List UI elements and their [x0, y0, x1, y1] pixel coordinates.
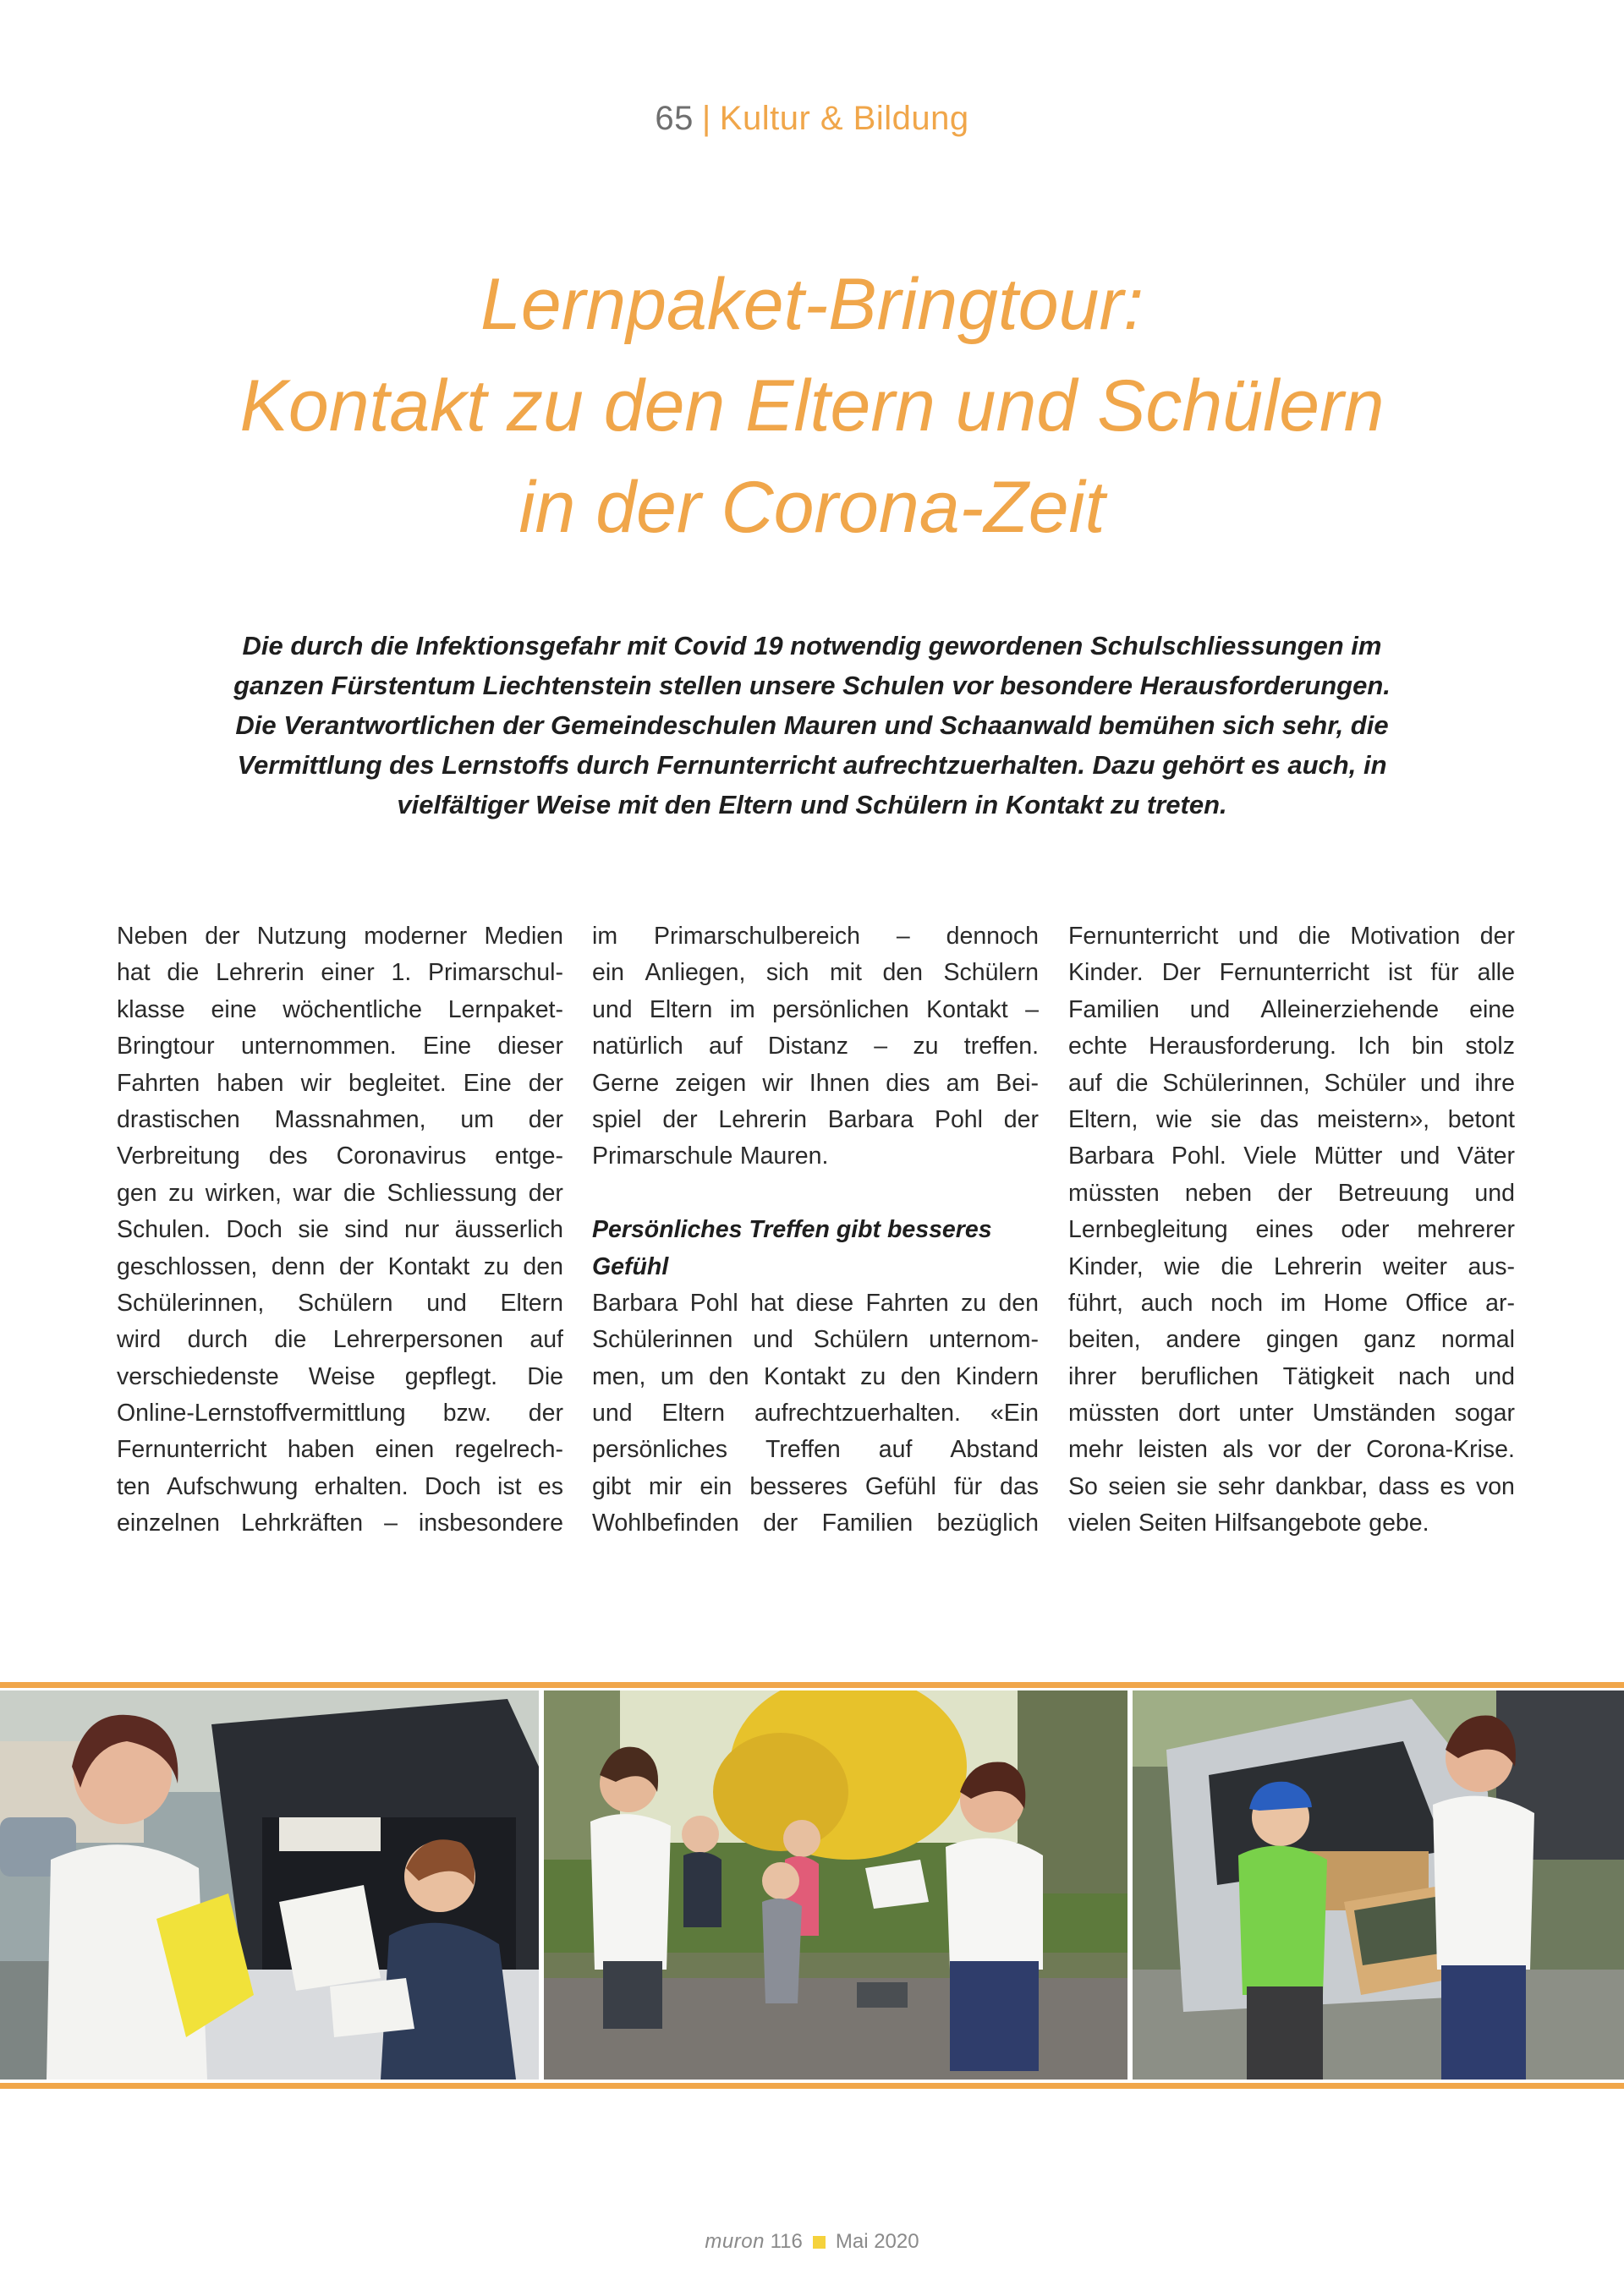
article-title	[0, 254, 1624, 558]
lead-line: vielfältiger Weise mit den Eltern und Schülern in Kontakt zu treten.	[397, 790, 1227, 819]
body-line: natürlich auf Distanz – zu treffen.	[592, 1033, 1039, 1060]
body-line: Lernbegleitung eines oder mehrerer	[1068, 1216, 1515, 1244]
body-line: ten Aufschwung erhalten. Doch ist es	[117, 1472, 563, 1500]
body-line: Fernunterricht haben einen regelrech-	[117, 1436, 563, 1464]
subheading-line: Persönliches Treffen gibt besseres	[592, 1216, 992, 1244]
title-line: Kontakt zu den Eltern und Schülern	[239, 365, 1385, 447]
body-line: Eltern, wie sie das meistern», betont	[1068, 1105, 1515, 1133]
footer-issue: 116	[770, 2230, 803, 2253]
footer-square-icon	[813, 2236, 826, 2249]
body-line: So seien sie sehr dankbar, dass es von	[1068, 1472, 1515, 1500]
body-line: geschlossen, denn der Kontakt zu den	[117, 1252, 563, 1280]
body-line: Neben der Nutzung moderner Medien	[117, 923, 563, 950]
body-column-2	[592, 918, 1039, 1543]
header-separator: |	[701, 100, 711, 137]
body-line: wird durch die Lehrerpersonen auf	[117, 1326, 563, 1354]
body-line: führt, auch noch im Home Office ar-	[1068, 1289, 1515, 1317]
title-line: in der Corona-Zeit	[518, 467, 1106, 548]
body-line: Primarschule Mauren.	[592, 1143, 829, 1170]
photo-strip-bottom-rule	[0, 2083, 1624, 2089]
body-line: klasse eine wöchentliche Lernpaket-	[117, 995, 563, 1023]
body-line: Verbreitung des Coronavirus entge-	[117, 1143, 563, 1170]
body-line: im Primarschulbereich – dennoch	[592, 923, 1039, 950]
body-line: Schülerinnen und Schülern unternom-	[592, 1326, 1039, 1354]
lead-line: ganzen Fürstentum Liechtenstein stellen unsere Schulen vor besondere Herausforderungen.	[233, 671, 1391, 700]
body-line: persönliches Treffen auf Abstand	[592, 1436, 1039, 1464]
body-line: spiel der Lehrerin Barbara Pohl der	[592, 1105, 1039, 1133]
section-label: Kultur & Bildung	[719, 100, 969, 137]
subheading-line: Gefühl	[592, 1252, 669, 1280]
lead-line: Vermittlung des Lernstoffs durch Fernunterricht aufrechtzuerhalten. Dazu gehört es auch, in	[237, 750, 1387, 780]
footer-brand: muron	[705, 2230, 765, 2253]
lead-line: Die durch die Infektionsgefahr mit Covid 19 notwendig gewordenen Schulschliessungen im	[242, 631, 1382, 660]
body-line: beiten, andere gingen ganz normal	[1068, 1326, 1515, 1354]
page-header	[0, 100, 1624, 138]
body-line: mehr leisten als vor der Corona-Krise.	[1068, 1436, 1515, 1464]
article-lead	[186, 626, 1438, 825]
body-column-3	[1068, 918, 1515, 1543]
body-line: Bringtour unternommen. Eine dieser	[117, 1033, 563, 1060]
body-line: und Eltern aufrechtzuerhalten. «Ein	[592, 1400, 1039, 1427]
body-line: Wohlbefinden der Familien bezüglich	[592, 1510, 1039, 1537]
page-footer	[0, 2230, 1624, 2254]
body-line: Kinder. Der Fernunterricht ist für alle	[1068, 959, 1515, 987]
lead-line: Die Verantwortlichen der Gemeindeschulen Mauren und Schaanwald bemühen sich sehr, die	[235, 710, 1389, 740]
body-line: auf die Schülerinnen, Schüler und ihre	[1068, 1069, 1515, 1097]
body-line: men, um den Kontakt zu den Kindern	[592, 1362, 1039, 1390]
body-line: Familien und Alleinerziehende eine	[1068, 995, 1515, 1023]
photo-teacher-with-children-garden	[544, 1690, 1127, 2080]
body-line: vielen Seiten Hilfsangebote gebe.	[1068, 1510, 1429, 1537]
body-line: hat die Lehrerin einer 1. Primarschul-	[117, 959, 563, 987]
body-line: ein Anliegen, sich mit den Schülern	[592, 959, 1039, 987]
body-line: Barbara Pohl hat diese Fahrten zu den	[592, 1289, 1039, 1317]
body-line: müssten neben der Betreuung und	[1068, 1179, 1515, 1207]
body-line: verschiedenste Weise gepflegt. Die	[117, 1362, 563, 1390]
photo-teacher-with-girl-at-car	[0, 1690, 539, 2080]
body-line: Schulen. Doch sie sind nur äusserlich	[117, 1216, 563, 1244]
body-line: Online-Lernstoffvermittlung bzw. der	[117, 1400, 563, 1427]
body-line: Kinder, wie die Lehrerin weiter aus-	[1068, 1252, 1515, 1280]
photo-strip-top-rule	[0, 1682, 1624, 1688]
body-line: gen zu wirken, war die Schliessung der	[117, 1179, 563, 1207]
page-number: 65	[655, 100, 694, 137]
title-line: Lernpaket-Bringtour:	[480, 264, 1144, 345]
body-line: Schülerinnen, Schülern und Eltern	[117, 1289, 563, 1317]
body-line: gibt mir ein besseres Gefühl für das	[592, 1472, 1039, 1500]
footer-date: Mai 2020	[835, 2230, 919, 2253]
body-line: drastischen Massnahmen, um der	[117, 1105, 563, 1133]
body-line: und Eltern im persönlichen Kontakt –	[592, 995, 1039, 1023]
body-line: müssten dort unter Umständen sogar	[1068, 1400, 1515, 1427]
body-line: Barbara Pohl. Viele Mütter und Väter	[1068, 1143, 1515, 1170]
body-line: Fernunterricht und die Motivation der	[1068, 923, 1515, 950]
body-column-1	[117, 918, 563, 1543]
body-line: echte Herausforderung. Ich bin stolz	[1068, 1033, 1515, 1060]
body-line: ihrer beruflichen Tätigkeit nach und	[1068, 1362, 1515, 1390]
body-line: Gerne zeigen wir Ihnen dies am Bei-	[592, 1069, 1039, 1097]
body-line: einzelnen Lehrkräften – insbesondere	[117, 1510, 563, 1537]
photo-teacher-with-boy-box	[1133, 1690, 1624, 2080]
body-line: Fahrten haben wir begleitet. Eine der	[117, 1069, 563, 1097]
